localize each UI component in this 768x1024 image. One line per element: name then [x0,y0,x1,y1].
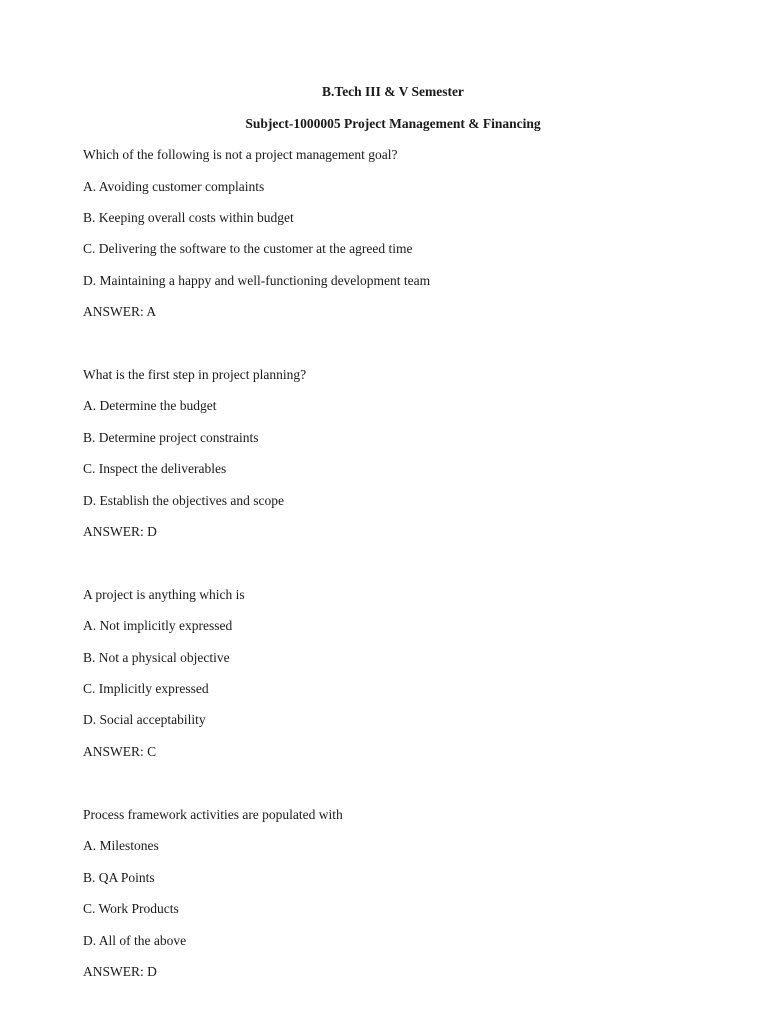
option-b: B. Not a physical objective [83,650,230,665]
option-c: C. Work Products [83,901,179,916]
option-d: D. Social acceptability [83,712,206,727]
option-d: D. Establish the objectives and scope [83,493,284,508]
option-d: D. Maintaining a happy and well-functioning development team [83,273,431,288]
question-text: Process framework activities are populated with [83,807,343,822]
option-b: B. QA Points [83,870,155,885]
answer-text: ANSWER: D [83,524,157,539]
answer-text: ANSWER: D [83,964,157,979]
option-c: C. Delivering the software to the customer at the agreed time [83,241,413,256]
option-a: A. Determine the budget [83,398,217,413]
question-text: What is the first step in project planning? [83,367,307,382]
question-text: Which of the following is not a project management goal? [83,147,398,162]
option-b: B. Keeping overall costs within budget [83,210,294,225]
subject-heading: Subject-1000005 Project Management & Financing [245,116,541,131]
answer-text: ANSWER: C [83,744,157,759]
option-c: C. Inspect the deliverables [83,461,227,476]
option-c: C. Implicitly expressed [83,681,209,696]
option-a: A. Avoiding customer complaints [83,179,265,194]
option-a: A. Not implicitly expressed [83,618,233,633]
option-b: B. Determine project constraints [83,430,259,445]
option-d: D. All of the above [83,933,187,948]
option-a: A. Milestones [83,838,159,853]
answer-text: ANSWER: A [83,304,157,319]
question-text: A project is anything which is [83,587,245,602]
course-heading: B.Tech III & V Semester [322,84,464,99]
